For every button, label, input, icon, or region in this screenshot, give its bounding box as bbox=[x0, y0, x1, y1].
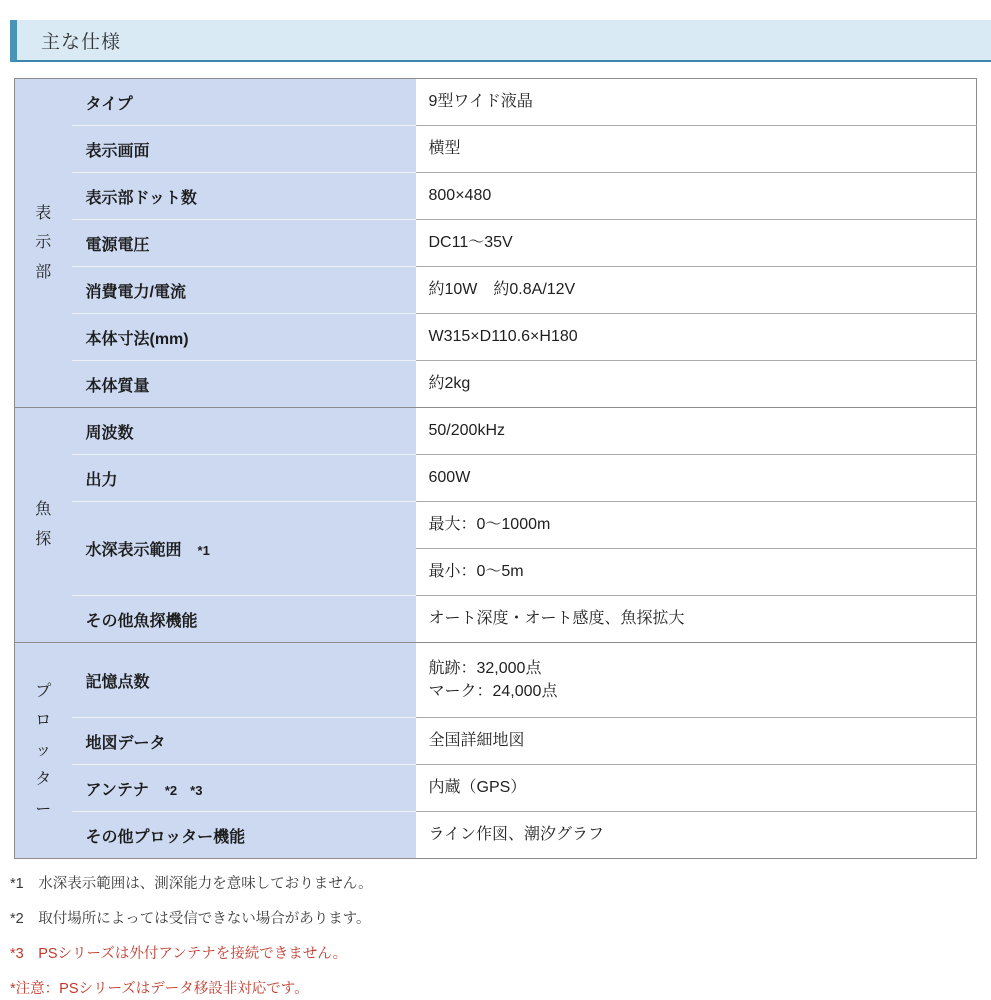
group-cell-display bbox=[15, 79, 72, 408]
footnote: *3 PSシリーズは外付アンテナを接続できません。 bbox=[10, 946, 348, 962]
spec-label-cell bbox=[72, 765, 416, 812]
spec-label-cell: 地図データ bbox=[72, 718, 416, 765]
footnote-ref: *2 *3 bbox=[164, 782, 203, 798]
footnote: *注意：PSシリーズはデータ移設非対応です。 bbox=[10, 981, 309, 997]
page-title: 主な仕様 bbox=[41, 31, 122, 53]
spec-label-cell: 消費電力/電流 bbox=[72, 267, 416, 314]
footnotes bbox=[10, 872, 981, 998]
spec-value-cell: W315×D110.6×H180 bbox=[416, 314, 977, 361]
group-cell-sounder bbox=[15, 408, 72, 643]
spec-label-cell: 表示部ドット数 bbox=[72, 173, 416, 220]
spec-label-cell: 記憶点数 bbox=[72, 643, 416, 718]
spec-value-cell: 最大：0～1000m bbox=[416, 502, 977, 549]
spec-value-cell: 内蔵（GPS） bbox=[416, 765, 977, 812]
spec-label-cell: タイプ bbox=[72, 79, 416, 126]
spec-value-line: マーク：24,000点 bbox=[428, 683, 558, 700]
footnote: *2 取付場所によっては受信できない場合があります。 bbox=[10, 911, 371, 927]
spec-label-cell: その他プロッター機能 bbox=[72, 812, 416, 859]
spec-value-cell: DC11～35V bbox=[416, 220, 977, 267]
spec-value-cell: 800×480 bbox=[416, 173, 977, 220]
spec-label-cell: 周波数 bbox=[72, 408, 416, 455]
spec-value-line: 航跡：32,000点 bbox=[428, 659, 542, 677]
spec-label-cell bbox=[72, 502, 416, 596]
spec-value-cell: 約10W 約0.8A/12V bbox=[416, 267, 977, 314]
group-label: 魚探 bbox=[35, 501, 52, 548]
group-label: プロッター bbox=[35, 682, 52, 818]
spec-label-cell: 本体質量 bbox=[72, 361, 416, 408]
spec-value-cell: 600W bbox=[416, 455, 977, 502]
spec-value-cell: 横型 bbox=[416, 126, 977, 173]
spec-value-cell: ライン作図、潮汐グラフ bbox=[416, 812, 977, 859]
section-header-bar bbox=[10, 20, 991, 62]
spec-label-text: アンテナ bbox=[85, 781, 149, 799]
spec-label-cell: 電源電圧 bbox=[72, 220, 416, 267]
spec-label-text: 水深表示範囲 bbox=[85, 542, 182, 559]
spec-value-cell bbox=[416, 643, 977, 718]
spec-value-cell: 約2kg bbox=[416, 361, 977, 408]
spec-label-cell: 表示画面 bbox=[72, 126, 416, 173]
spec-value-cell: 50/200kHz bbox=[416, 408, 977, 455]
spec-table bbox=[14, 78, 977, 859]
footnote: *1 水深表示範囲は、測深能力を意味しておりません。 bbox=[10, 876, 373, 892]
group-label: 表示部 bbox=[35, 204, 52, 281]
spec-value-cell: 9型ワイド液晶 bbox=[416, 79, 977, 126]
spec-value-cell: 最小：0～5m bbox=[416, 549, 977, 596]
group-cell-plotter bbox=[15, 643, 72, 859]
spec-value-cell: 全国詳細地図 bbox=[416, 718, 977, 765]
spec-label-cell: その他魚探機能 bbox=[72, 596, 416, 643]
spec-value-cell: オート深度・オート感度、魚探拡大 bbox=[416, 596, 977, 643]
footnote-ref: *1 bbox=[197, 543, 210, 558]
spec-label-cell: 本体寸法(mm) bbox=[72, 314, 416, 361]
spec-label-cell: 出力 bbox=[72, 455, 416, 502]
